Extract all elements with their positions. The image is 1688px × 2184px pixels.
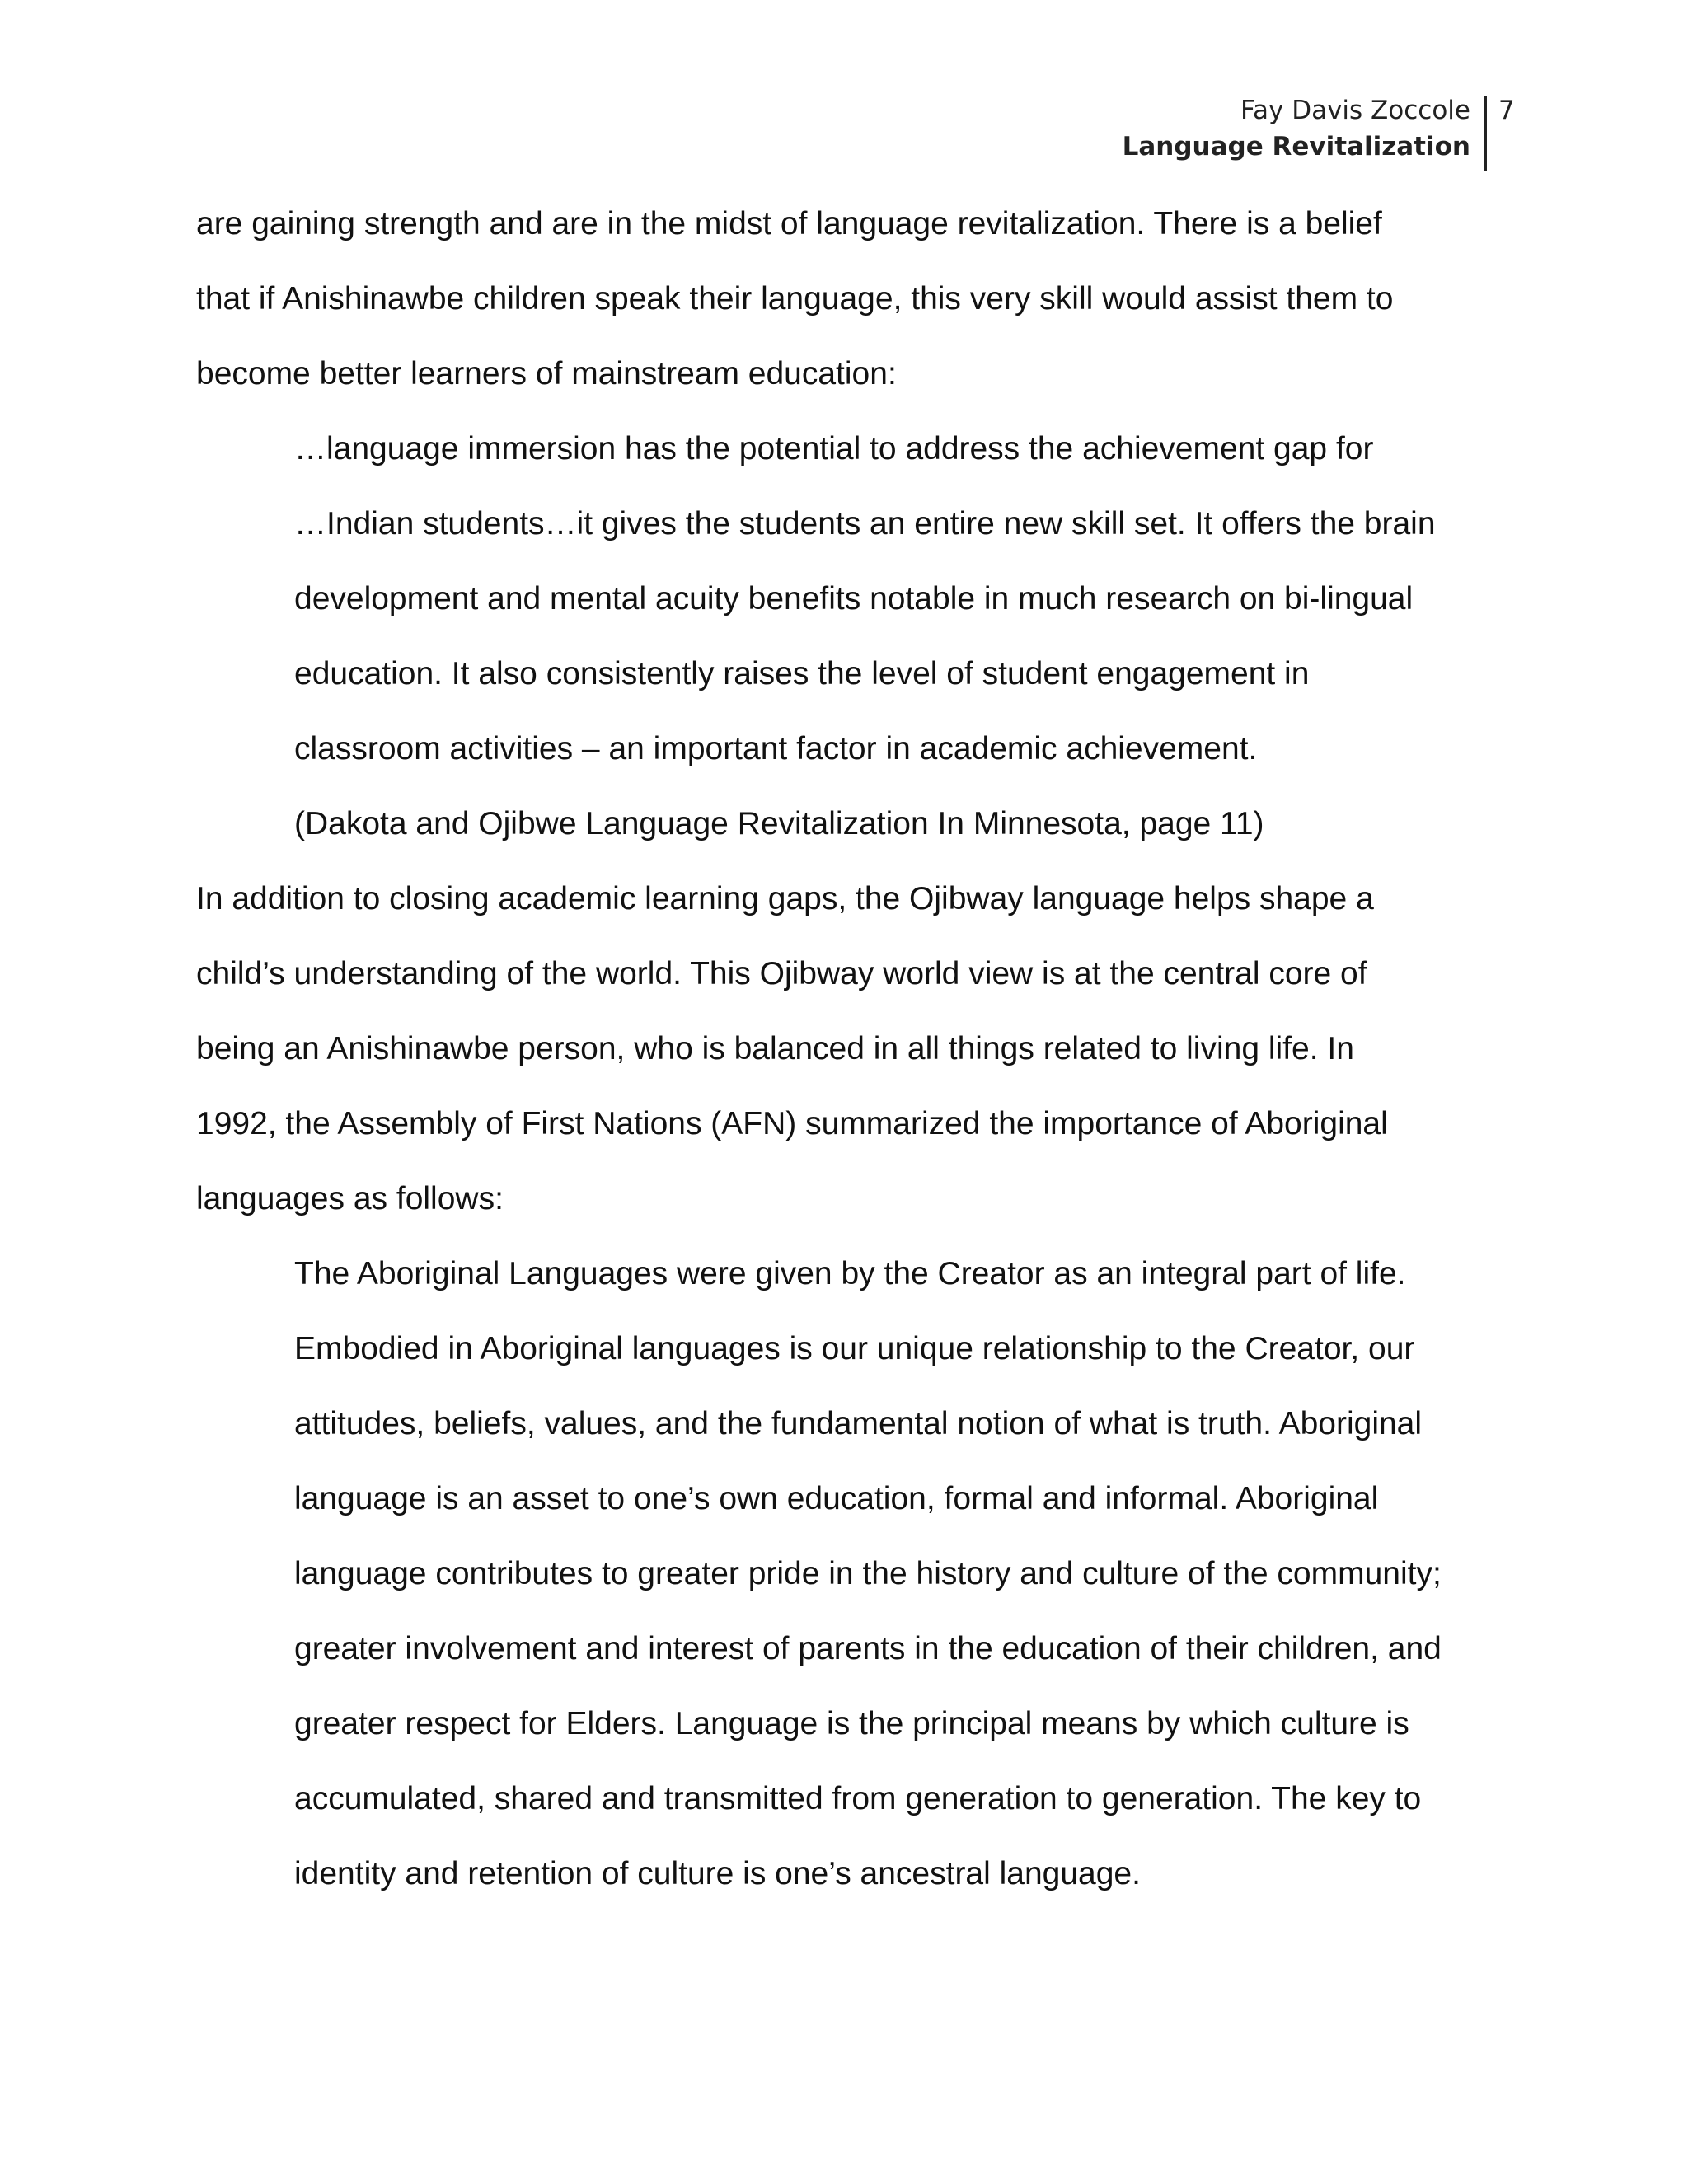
block-quote-line: …language immersion has the potential to address the achievement gap for <box>294 431 1374 466</box>
block-quote-line: greater involvement and interest of parents in the education of their children, and <box>294 1631 1442 1666</box>
block-quote-line: classroom activities – an important factor in academic achievement. <box>294 731 1258 766</box>
header-author: Fay Davis Zoccole <box>1240 96 1470 125</box>
quote-citation: (Dakota and Ojibwe Language Revitalization In Minnesota, page 11) <box>294 806 1264 841</box>
block-quote-line: development and mental acuity benefits notable in much research on bi-lingual <box>294 581 1414 616</box>
paragraph-line: 1992, the Assembly of First Nations (AFN) summarized the importance of Aboriginal <box>196 1106 1388 1141</box>
block-quote-line: …Indian students…it gives the students an entire new skill set. It offers the brain <box>294 506 1436 541</box>
block-quote-line: accumulated, shared and transmitted from generation to generation. The key to <box>294 1781 1422 1816</box>
block-quote-line: attitudes, beliefs, values, and the fundamental notion of what is truth. Aboriginal <box>294 1406 1423 1441</box>
paragraph-line: being an Anishinawbe person, who is balanced in all things related to living life. In <box>196 1031 1354 1066</box>
paragraph-line: become better learners of mainstream education: <box>196 356 897 391</box>
header-divider <box>1484 96 1487 171</box>
block-quote-line: language contributes to greater pride in the history and culture of the community; <box>294 1556 1442 1591</box>
block-quote-line: Embodied in Aboriginal languages is our unique relationship to the Creator, our <box>294 1331 1415 1366</box>
block-quote-line: The Aboriginal Languages were given by the Creator as an integral part of life. <box>294 1256 1406 1291</box>
block-quote-line: identity and retention of culture is one’s ancestral language. <box>294 1856 1141 1891</box>
header-title: Language Revitalization <box>1122 132 1470 162</box>
paragraph-line: languages as follows: <box>196 1181 504 1216</box>
paragraph-line: In addition to closing academic learning gaps, the Ojibway language helps shape a <box>196 881 1374 916</box>
paragraph-line: that if Anishinawbe children speak their language, this very skill would assist them to <box>196 281 1394 316</box>
block-quote-line: greater respect for Elders. Language is the principal means by which culture is <box>294 1706 1409 1741</box>
page-number: 7 <box>1498 96 1515 125</box>
block-quote-line: language is an asset to one’s own education, formal and informal. Aboriginal <box>294 1481 1379 1516</box>
paragraph-line: child’s understanding of the world. This Ojibway world view is at the central core of <box>196 956 1367 991</box>
block-quote-line: education. It also consistently raises the level of student engagement in <box>294 656 1310 691</box>
running-header <box>1123 92 1470 165</box>
paragraph-line: are gaining strength and are in the midst of language revitalization. There is a belief <box>196 206 1382 241</box>
